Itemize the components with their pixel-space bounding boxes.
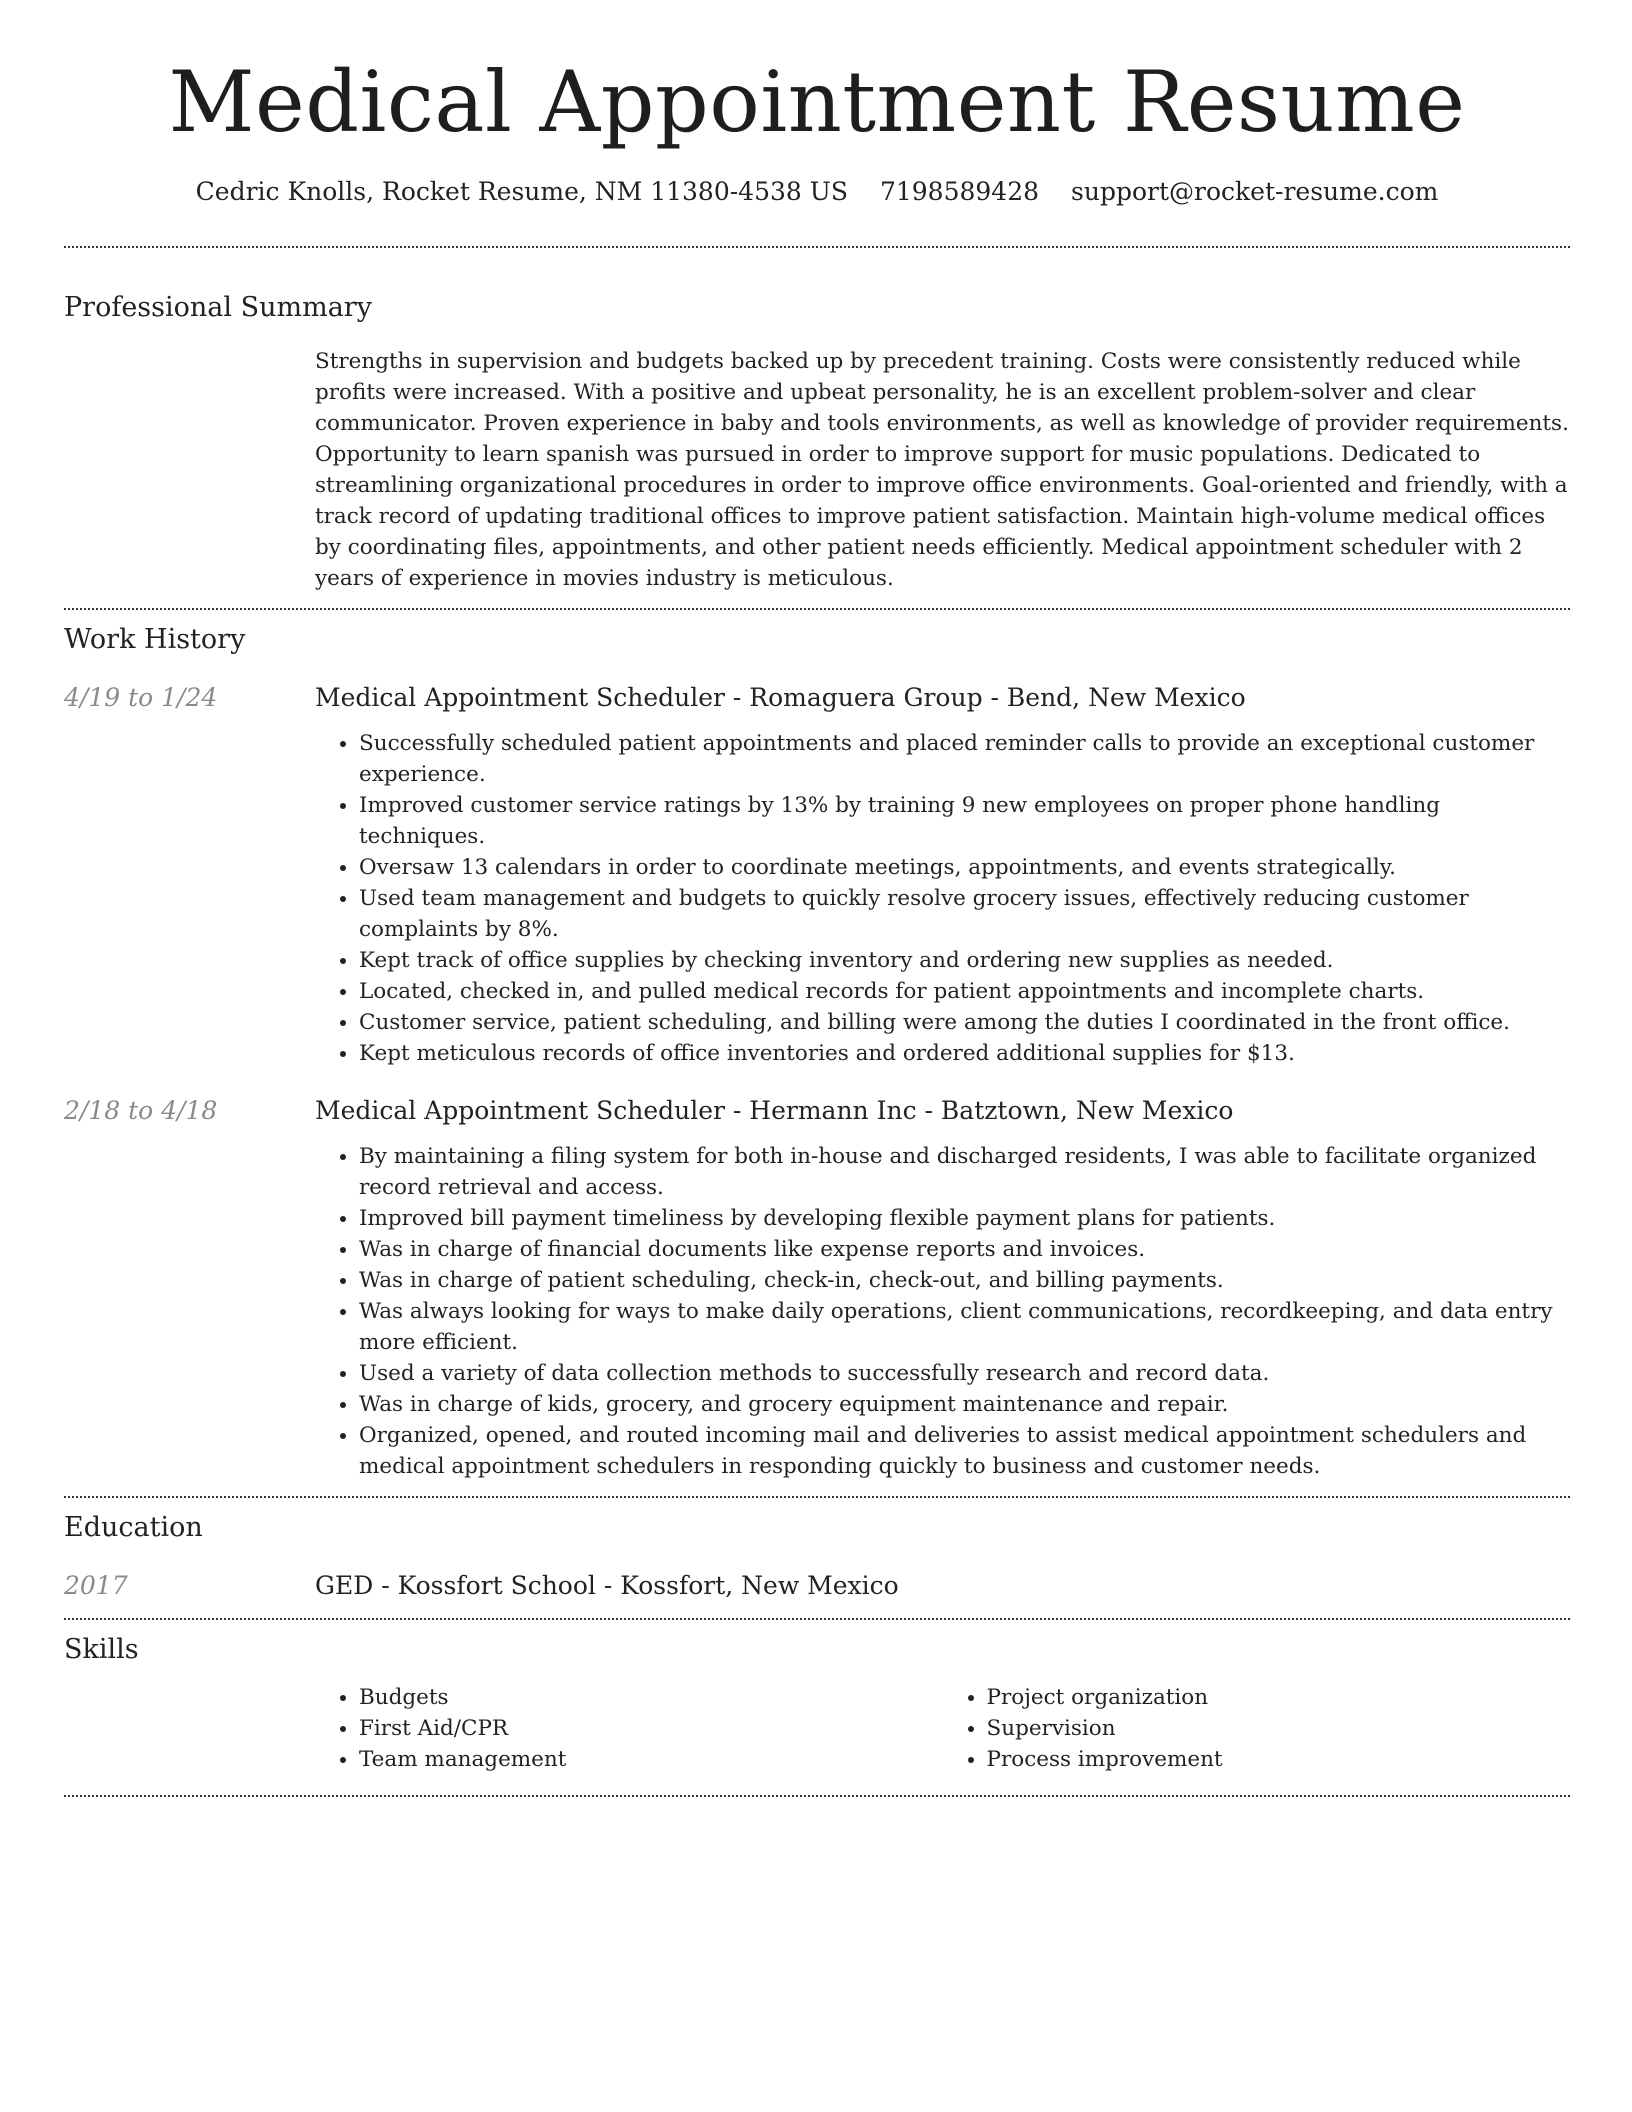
skills-heading: Skills — [64, 1634, 139, 1665]
divider — [64, 1795, 1570, 1797]
skill-item: • First Aid/CPR — [359, 1713, 943, 1744]
summary-text: Strengths in supervision and budgets backed up by precedent training. Costs were consistently reduced while profits were increased. With a positive and upbeat personality, he is an excellent problem-solver and clear communicator. Proven experience in baby and tools environments, as well as knowledge of provider requirements. Opportunity to learn spanish was pursued in order to improve support for music populations. Dedicated to streamlining organizational procedures in order to improve office environments. Goal-oriented and friendly, with a track record of updating traditional offices to improve patient satisfaction. Maintain high-volume medical offices by coordinating files, appointments, and other patient needs efficiently. Medical appointment scheduler with 2 years of experience in movies industry is meticulous. — [315, 349, 1569, 591]
job-date: 4/19 to 1/24 — [64, 683, 218, 712]
job-entry — [64, 1093, 1570, 1496]
skill-item: • Process improvement — [987, 1744, 1571, 1775]
job-entry — [64, 680, 1570, 1069]
contact-email: support@rocket-resume.com — [1071, 177, 1439, 206]
list-item: • Successfully scheduled patient appointments and placed reminder calls to provide an exceptional customer experience. — [359, 728, 1570, 790]
skills-column-right — [943, 1682, 1571, 1775]
list-item: • Used team management and budgets to quickly resolve grocery issues, effectively reducing customer complaints by 8%. — [359, 883, 1570, 945]
resume-title: Medical Appointment Resume — [168, 53, 1466, 151]
list-item: • Improved customer service ratings by 13% by training 9 new employees on proper phone handling techniques. — [359, 790, 1570, 852]
work-history-heading: Work History — [64, 624, 246, 655]
job-bullets — [315, 1141, 1570, 1482]
contact-address: Cedric Knolls, Rocket Resume, NM 11380-4538 US — [195, 177, 848, 206]
education-date: 2017 — [64, 1571, 128, 1600]
divider — [64, 1496, 1570, 1498]
list-item: • Located, checked in, and pulled medical records for patient appointments and incomplete charts. — [359, 976, 1570, 1007]
list-item: • Was in charge of patient scheduling, check-in, check-out, and billing payments. — [359, 1265, 1570, 1296]
list-item: • Improved bill payment timeliness by developing flexible payment plans for patients. — [359, 1203, 1570, 1234]
skills-grid — [315, 1682, 1570, 1795]
list-item: • Customer service, patient scheduling, and billing were among the duties I coordinated in the front office. — [359, 1007, 1570, 1038]
job-date: 2/18 to 4/18 — [64, 1096, 218, 1125]
summary-heading: Professional Summary — [64, 292, 372, 323]
job-title: Medical Appointment Scheduler - Romaguera Group - Bend, New Mexico — [315, 683, 1246, 712]
skill-item: • Budgets — [359, 1682, 943, 1713]
skills-column-left — [315, 1682, 943, 1775]
list-item: • Organized, opened, and routed incoming mail and deliveries to assist medical appointment schedulers and medical appointment schedulers in responding quickly to business and customer needs. — [359, 1420, 1570, 1482]
skill-item: • Team management — [359, 1744, 943, 1775]
list-item: • Was always looking for ways to make daily operations, client communications, recordkeeping, and data entry more efficient. — [359, 1296, 1570, 1358]
skill-item: • Project organization — [987, 1682, 1571, 1713]
list-item: • Kept meticulous records of office inventories and ordered additional supplies for $13. — [359, 1038, 1570, 1069]
education-heading: Education — [64, 1512, 203, 1543]
list-item: • Used a variety of data collection methods to successfully research and record data. — [359, 1358, 1570, 1389]
resume-page — [64, 0, 1570, 1797]
list-item: • Kept track of office supplies by checking inventory and ordering new supplies as needed. — [359, 945, 1570, 976]
education-entry — [64, 1568, 1570, 1618]
contact-phone: 7198589428 — [879, 177, 1040, 206]
education-title: GED - Kossfort School - Kossfort, New Mexico — [315, 1571, 899, 1600]
job-title: Medical Appointment Scheduler - Hermann Inc - Batztown, New Mexico — [315, 1096, 1234, 1125]
job-bullets — [315, 728, 1570, 1069]
divider — [64, 1618, 1570, 1620]
divider — [64, 246, 1570, 248]
contact-line — [64, 174, 1570, 210]
list-item: • By maintaining a filing system for both in-house and discharged residents, I was able to facilitate organized record retrieval and access. — [359, 1141, 1570, 1203]
divider — [64, 608, 1570, 610]
list-item: • Was in charge of kids, grocery, and grocery equipment maintenance and repair. — [359, 1389, 1570, 1420]
skill-item: • Supervision — [987, 1713, 1571, 1744]
list-item: • Was in charge of financial documents like expense reports and invoices. — [359, 1234, 1570, 1265]
list-item: • Oversaw 13 calendars in order to coordinate meetings, appointments, and events strategically. — [359, 852, 1570, 883]
